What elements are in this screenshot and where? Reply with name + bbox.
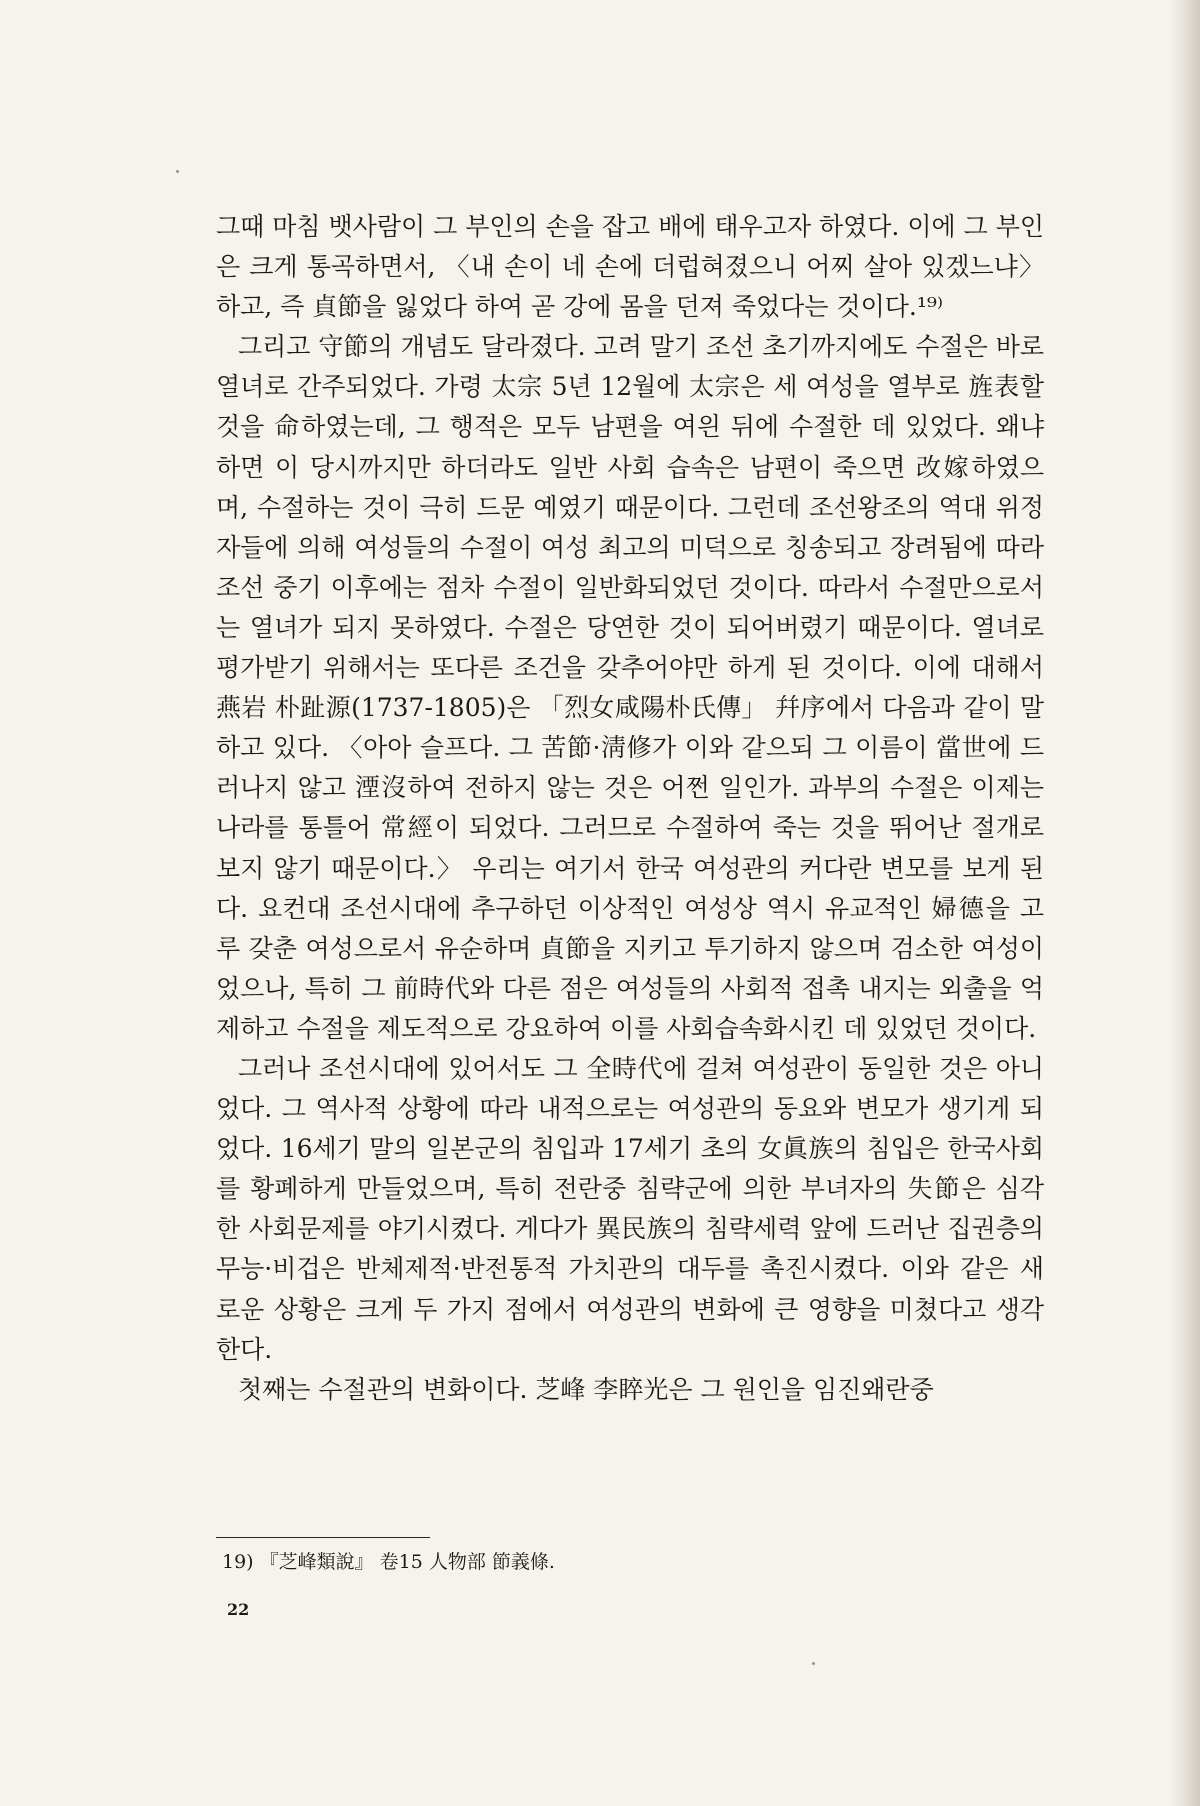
paragraph: 그러나 조선시대에 있어서도 그 全時代에 걸쳐 여성관이 동일한 것은 아니었다. 그 역사적 상황에 따라 내적으로는 여성관의 동요와 변모가 생기게 되었다. 16세기 말의 일본군의 침입과 17세기 초의 女眞族의 침입은 한국사회를 황폐하게 만들었으며, 특히 전란중 침략군에 의한 부녀자의 失節은 심각한 사회문제를 야기시켰다. 게다가 異民族의 침략세력 앞에 드러난 집권층의 무능·비겁은 반체제적·반전통적 가치관의 대두를 촉진시켰다. 이와 같은 새로운 상황은 크게 두 가지 점에서 여성관의 변화에 큰 영향을 미쳤다고 생각한다. — [216, 1053, 1044, 1364]
paragraph: 그리고 守節의 개념도 달라졌다. 고려 말기 조선 초기까지에도 수절은 바로 열녀로 간주되었다. 가령 太宗 5년 12월에 太宗은 세 여성을 열부로 旌表할 것을 命하였는데, 그 행적은 모두 남편을 여읜 뒤에 수절한 데 있었다. 왜냐하면 이 당시까지만 하더라도 일반 사회 습속은 남편이 죽으면 改嫁하였으며, 수절하는 것이 극히 드문 예였기 때문이다. 그런데 조선왕조의 역대 위정자들에 의해 여성들의 수절이 여성 최고의 미덕으로 칭송되고 장려됨에 따라 조선 중기 이후에는 점차 수절이 일반화되었던 것이다. 따라서 수절만으로서는 열녀가 되지 못하였다. 수절은 당연한 것이 되어버렸기 때문이다. 열녀로 평가받기 위해서는 또다른 조건을 갖추어야만 하게 된 것이다. 이에 대해서 燕岩 朴趾源(1737-1805)은 「烈女咸陽朴氏傳」 幷序에서 다음과 같이 말하고 있다. 〈아아 슬프다. 그 苦節·淸修가 이와 같으되 그 이름이 當世에 드러나지 않고 湮沒하여 전하지 않는 것은 어쩐 일인가. 과부의 수절은 이제는 나라를 통틀어 常經이 되었다. 그러므로 수절하여 죽는 것을 뛰어난 절개로 보지 않기 때문이다.〉 우리는 여기서 한국 여성관의 커다란 변모를 보게 된다. 요컨대 조선시대에 추구하던 이상적인 여성상 역시 유교적인 婦德을 고루 갖춘 여성으로서 유순하며 貞節을 지키고 투기하지 않으며 검소한 여성이었으나, 특히 그 前時代와 다른 점은 여성들의 사회적 접촉 내지는 외출을 억제하고 수절을 제도적으로 강요하여 이를 사회습속화시킨 데 있었던 것이다. — [216, 332, 1044, 1043]
paragraph: 그때 마침 뱃사람이 그 부인의 손을 잡고 배에 태우고자 하였다. 이에 그 부인은 크게 통곡하면서, 〈내 손이 네 손에 더럽혀졌으니 어찌 살아 있겠느냐〉 하고, 즉 貞節을 잃었다 하여 곧 강에 몸을 던져 죽었다는 것이다.¹⁹⁾ — [216, 212, 1044, 322]
footnote: 19) 『芝峰類說』 卷15 人物部 節義條. — [222, 1551, 555, 1573]
body-text — [216, 207, 1044, 1410]
paragraph: 첫째는 수절관의 변화이다. 芝峰 李睟光은 그 원인을 임진왜란중 — [238, 1374, 934, 1404]
footnote-rule — [216, 1537, 430, 1538]
page-edge-shadow — [1170, 0, 1200, 1806]
paper-speck — [176, 170, 179, 173]
paper-speck — [812, 1662, 815, 1665]
page-number: 22 — [227, 1600, 250, 1619]
